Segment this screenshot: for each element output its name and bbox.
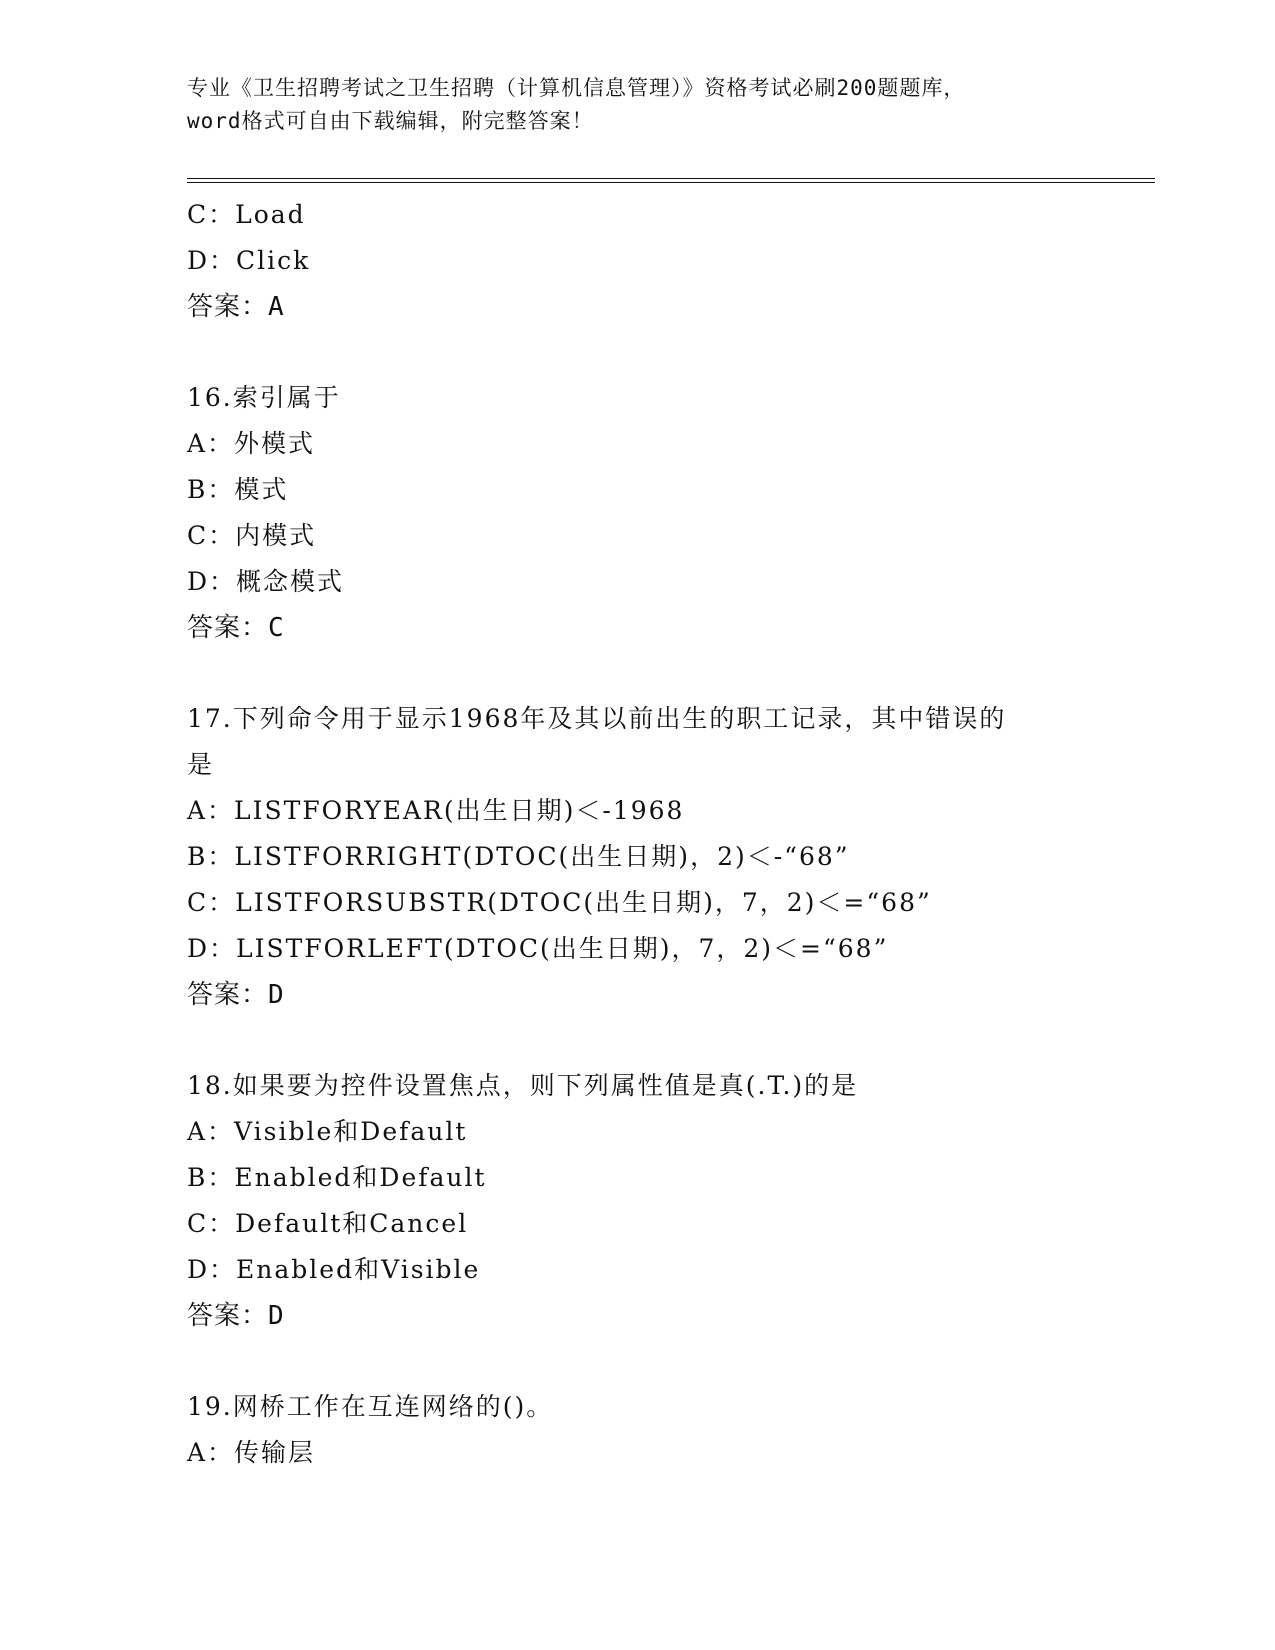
option-c: C：LISTFORSUBSTR(DTOC(出生日期)，7，2)＜=“68” (187, 888, 932, 917)
question-text: 17.下列命令用于显示1968年及其以前出生的职工记录，其中错误的 (187, 704, 1007, 733)
option-b: B：模式 (187, 475, 289, 504)
question-text-continued: 是 (187, 750, 215, 779)
answer-line: 答案：D (187, 980, 285, 1010)
answer-line: 答案：D (187, 1301, 285, 1331)
option-c: C：内模式 (187, 521, 317, 550)
option-a: A：传输层 (187, 1438, 316, 1467)
answer-line: 答案：A (187, 292, 285, 322)
answer-line: 答案：C (187, 613, 285, 643)
option-c: C：Default和Cancel (187, 1209, 469, 1238)
option-d: D：概念模式 (187, 567, 345, 596)
option-c: C：Load (187, 200, 306, 229)
option-b: B：LISTFORRIGHT(DTOC(出生日期)，2)＜-“68” (187, 842, 850, 871)
question-text: 19.网桥工作在互连网络的()。 (187, 1392, 554, 1421)
option-d: D：Click (187, 246, 311, 275)
header-line-1: 专业《卫生招聘考试之卫生招聘（计算机信息管理）》资格考试必刷200题题库， (187, 76, 966, 100)
option-b: B：Enabled和Default (187, 1163, 487, 1192)
option-a: A：Visible和Default (187, 1117, 468, 1146)
option-d: D：LISTFORLEFT(DTOC(出生日期)，7，2)＜=“68” (187, 934, 889, 963)
page-header (187, 72, 1087, 138)
option-a: A：LISTFORYEAR(出生日期)＜-1968 (187, 796, 685, 825)
question-list (187, 192, 1087, 1476)
option-a: A：外模式 (187, 429, 316, 458)
question-text: 18.如果要为控件设置焦点，则下列属性值是真(.T.)的是 (187, 1071, 859, 1100)
option-d: D：Enabled和Visible (187, 1255, 481, 1284)
header-line-2: word格式可自由下载编辑，附完整答案！ (187, 109, 594, 133)
header-divider (187, 178, 1155, 183)
question-text: 16.索引属于 (187, 383, 341, 412)
